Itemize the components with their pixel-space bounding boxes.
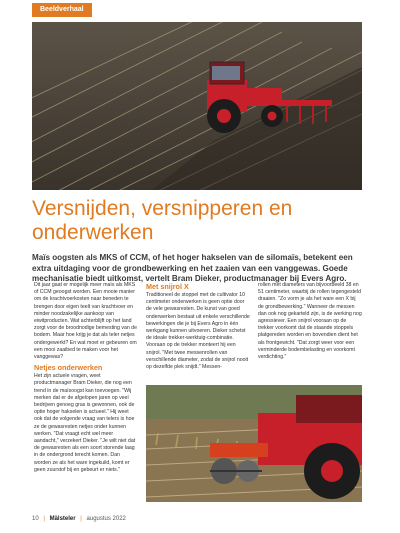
subhead-netjes-onderwerken: Netjes onderwerken xyxy=(34,363,103,373)
article-lead: Maïs oogsten als MKS of CCM, of het hoger hakselen van de silomaïs, betekent een extra uitdaging voor de grondbewerking en het zaaien van een vanggewas. Goede mechanisatie biedt uitkomst, vertelt Bram Dieker, productmanager bij Evers Agro. xyxy=(32,253,353,284)
article-headline: Versnijden, versnipperen en onderwerken xyxy=(32,197,293,244)
col1-intro: Dit jaar gaat er mogelijk meer maïs als MKS of CCM geoogst worden. Een mooie manier om de krachtvoerkosten naar beneden te brengen door eigen teelt van krachtvoer en minder noodzakelijke aankoop van eiwitproducten. Wat achterblijft op het land zorgt voor de broodnodige bemesting van de bodem. Maar hoe krijg je dat als teler netjes ondergewerkt? En wat moet er gebeuren om een mooi zaaibed te maken voor het vanggewas? xyxy=(34,282,137,361)
col3-body: rollen met diameters van bijvoorbeeld 38 en 51 centimeter, waarbij de rollen tegengesteld draaien. "Zo vorm je als het ware een X bij de grondbewerking." Wanneer de messen dan ook nog gekarteld zijn, is de werking nog agressiever. Een snijrol vooraan op de trekker voorkomt dat de staande stoppels platgereden worden en bovendien dient het als frontgewicht. "Dat zorgt weer voor een verminderde bodembelasting en voorkomt verdichting." xyxy=(258,282,362,361)
page-number: 10 xyxy=(32,516,39,522)
column-3 xyxy=(258,282,362,361)
page-footer xyxy=(32,516,126,522)
footer-separator: | xyxy=(43,516,45,522)
col2-body: Traditioneel de stoppel met de cultivator 10 centimeter onderwerken is geen optie door de vele gewasresten. De kunst van goed onderwerken bestaat uit enkele verschillende bewerkingen die je bij Evers Agro in één werkgang kunnen uitvoeren. Dieker schetst de ideale trekker-werktuig-combinatie. Vooraan op de trekker monteert hij een snijrol. "Met twee messenrollen van verschillende diameter, zodat de snijrol nooit op dezelfde plek snijdt." Messen- xyxy=(146,292,250,371)
column-1 xyxy=(34,282,138,474)
col1-body: Het zijn actuele vragen, weet productmanager Bram Dieker, die nog een trend in de maïsoogst kan toevoegen. "Wij merken dat er de afgelopen jaren op veel bedrijven genoeg gras is gewonnen, ook de optie hoger hakselen is actueel." Hij weet ook dat de volgende vraag van telers is hoe ze de gewasresten netjes onder kunnen werken. "Dat vraagt echt wel meer aandacht," verzekert Dieker. "Je wilt niet dat de gewasresten als een soort storende laag in de ondergrond terecht komen. Dan worden ze als het ware ingekuild, komt er geen zuurstof bij en gebeurt er niets." xyxy=(34,373,136,473)
section-label: Beeldverhaal xyxy=(32,3,92,17)
photo-snijrol-tractor xyxy=(146,385,362,502)
subhead-met-snijrol-x: Met snijrol X xyxy=(146,282,189,291)
column-2 xyxy=(146,282,250,371)
footer-separator: | xyxy=(80,516,82,522)
hero-photo-tractor-field xyxy=(32,22,362,190)
magazine-name: Mälsteler xyxy=(49,516,76,522)
issue-date: augustus 2022 xyxy=(86,516,126,522)
